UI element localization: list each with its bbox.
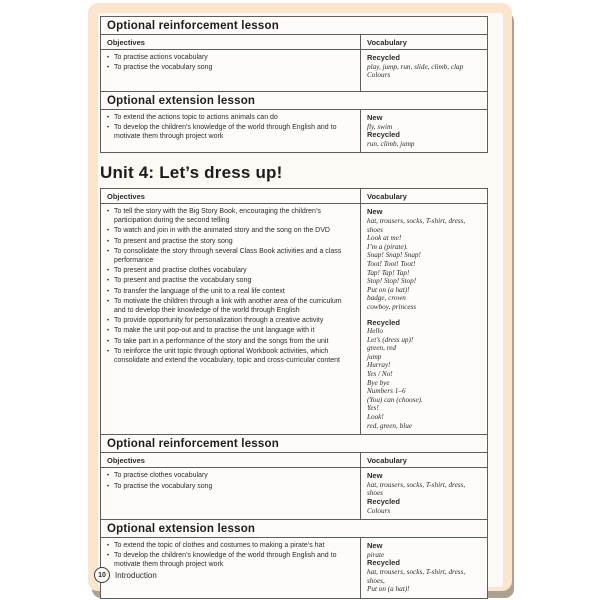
objective-text: To develop the children’s knowledge of the world through English and to motivate them through project work	[114, 124, 337, 141]
objective-item	[107, 472, 354, 481]
vocab-item: Colours	[367, 506, 391, 515]
bullet-icon: •	[107, 483, 110, 490]
objective-item	[107, 227, 354, 236]
objective-item	[107, 327, 354, 336]
objective-text: To practise the vocabulary song	[114, 64, 213, 72]
scanned-page	[88, 3, 512, 594]
vocab-item: Recycled	[367, 130, 400, 140]
column-header-row	[101, 189, 487, 203]
page-surface	[98, 13, 503, 594]
objectives-column-header: Objectives	[101, 189, 361, 203]
objective-text: To extend the actions topic to actions animals can do	[114, 114, 278, 121]
vocab-item: Put on (a hat)!	[367, 285, 410, 294]
bullet-icon: •	[107, 278, 110, 285]
vocab-item: Stop! Stop! Stop!	[367, 277, 417, 286]
bullet-icon: •	[107, 553, 110, 560]
objective-item	[107, 288, 354, 297]
unit-lesson-table	[100, 188, 488, 598]
objective-text: To reinforce the unit topic through optional Workbook activities, which consolidate and extend the vocabulary, topic and cross-curricular content	[114, 348, 340, 364]
vocabulary-cell	[361, 538, 487, 598]
vocab-item: Numbers 1–6	[367, 387, 406, 396]
bullet-icon: •	[107, 55, 110, 61]
vocab-item: run, climb, jump	[367, 139, 415, 148]
objective-text: To watch and join in with the animated story and the song on the DVD	[114, 227, 330, 235]
objective-item	[107, 54, 354, 63]
objective-text: To present and practise clothes vocabulary	[114, 267, 247, 275]
bullet-icon: •	[107, 268, 110, 275]
bullet-icon: •	[107, 328, 110, 335]
vocab-item: Toot! Toot! Toot!	[367, 259, 416, 268]
lesson-row	[101, 109, 487, 152]
section-heading-reinforcement: Optional reinforcement lesson	[101, 434, 487, 452]
vocabulary-cell	[361, 110, 487, 152]
objective-text: To take part in a performance of the story and the songs from the unit	[114, 337, 329, 345]
objective-text: To practise the vocabulary song	[114, 482, 213, 490]
vocab-item: jump	[367, 352, 382, 361]
lesson-row	[101, 537, 487, 598]
vocab-item: hat, trousers, socks, T-shirt, dress, shoes,	[367, 567, 466, 585]
objective-item	[107, 277, 354, 286]
objective-item	[107, 317, 354, 326]
column-header-row	[101, 452, 487, 467]
vocab-item: red, green, blue	[367, 421, 412, 430]
bullet-icon: •	[107, 228, 110, 235]
objectives-column-header: Objectives	[101, 453, 361, 467]
vocabulary-cell	[361, 468, 487, 519]
bullet-icon: •	[107, 249, 110, 256]
page-footer	[94, 567, 157, 583]
objective-item	[107, 298, 354, 316]
vocab-item: Recycled	[367, 558, 400, 568]
lesson-row	[101, 467, 487, 519]
objective-text: To make the unit pop-out and to practise the unit language with it	[114, 327, 315, 335]
objective-text: To motivate the children through a link with another area of the curriculum and to develop their knowledge of the world through English	[114, 298, 342, 314]
objective-item	[107, 64, 354, 73]
bullet-icon: •	[107, 349, 110, 356]
unit-main-row	[101, 203, 487, 434]
bullet-icon: •	[107, 288, 110, 295]
objective-text: To extend the topic of clothes and costumes to making a pirate’s hat	[114, 542, 325, 550]
vocab-item: Hurray!	[367, 361, 391, 370]
bullet-icon: •	[107, 238, 110, 245]
objective-item	[107, 208, 354, 226]
vocabulary-column-header: Vocabulary	[367, 192, 407, 202]
vocab-item: Yes / No!	[367, 370, 393, 379]
vocab-item: Snap! Snap! Snap!	[367, 251, 421, 260]
vocab-item: hat, trousers, socks, T-shirt, dress, shoes	[367, 480, 466, 498]
objective-text: To develop the children’s knowledge of the world through English and to motivate them through project work	[114, 552, 337, 569]
vocab-item: Let’s (dress up)!	[367, 335, 414, 344]
section-heading-extension: Optional extension lesson	[101, 519, 487, 537]
vocab-item: Tap! Tap! Tap!	[367, 268, 410, 277]
page-number-badge: 10	[94, 567, 110, 583]
vocab-item: fly, swim	[367, 122, 393, 131]
objective-item	[107, 483, 354, 492]
footer-label: Introduction	[115, 570, 157, 580]
objective-item	[107, 542, 354, 551]
bullet-icon: •	[107, 318, 110, 325]
objective-item	[107, 348, 354, 366]
vocabulary-cell	[361, 50, 487, 91]
vocab-item: New	[367, 541, 383, 551]
objectives-cell	[101, 468, 361, 519]
vocab-item: Yes!	[367, 404, 379, 413]
objective-text: To practise actions vocabulary	[114, 54, 208, 61]
objective-text: To present and practise the vocabulary song	[114, 277, 252, 285]
vocab-item: Recycled	[367, 53, 400, 62]
bullet-icon: •	[107, 209, 110, 216]
bullet-icon: •	[107, 473, 110, 480]
vocab-item: New	[367, 207, 383, 217]
vocab-item: play, jump, run, slide, climb, clap	[367, 62, 464, 71]
objective-item	[107, 238, 354, 247]
bullet-icon: •	[107, 338, 110, 345]
vocab-item: New	[367, 113, 383, 122]
lesson-row	[101, 49, 487, 91]
objective-item	[107, 248, 354, 266]
objective-text: To present and practise the story song	[114, 237, 233, 245]
bullet-icon: •	[107, 543, 110, 550]
page-content	[100, 16, 488, 599]
objective-text: To consolidate the story through several Class Book activities and a class performance	[114, 248, 342, 264]
bullet-icon: •	[107, 125, 110, 132]
column-header-row	[101, 34, 487, 49]
vocab-item: badge, crown	[367, 294, 406, 303]
vocab-item: New	[367, 471, 383, 481]
top-lesson-table	[100, 16, 488, 153]
section-heading-reinforcement: Optional reinforcement lesson	[107, 20, 279, 32]
objectives-cell	[101, 50, 361, 91]
vocab-item: I’m a (pirate).	[367, 242, 408, 251]
vocab-item: Bye bye	[367, 378, 390, 387]
bullet-icon: •	[107, 65, 110, 72]
vocab-item: pirate	[367, 550, 385, 559]
bullet-icon: •	[107, 115, 110, 121]
objectives-cell	[101, 204, 361, 434]
objective-text: To provide opportunity for personalization through a creative activity	[114, 317, 324, 325]
objective-item	[107, 114, 354, 123]
vocab-item: (You) can (choose).	[367, 395, 423, 404]
bullet-icon: •	[107, 299, 110, 306]
vocab-item: Look at me!	[367, 234, 402, 243]
vocab-item: Put on (a hat)!	[367, 585, 410, 594]
vocabulary-column-header: Vocabulary	[367, 456, 407, 466]
objectives-column-header: Objectives	[101, 35, 361, 49]
vocab-item: cowboy, princess	[367, 302, 417, 311]
vocab-item: Hello	[367, 327, 383, 336]
vocab-item: green, red	[367, 344, 397, 353]
vocab-item: Recycled	[367, 497, 400, 506]
objective-item	[107, 338, 354, 347]
objective-item	[107, 124, 354, 142]
vocab-item: hat, trousers, socks, T-shirt, dress, shoes	[367, 216, 466, 234]
vocab-item: Recycled	[367, 317, 400, 327]
objectives-cell	[101, 110, 361, 152]
unit-title: Unit 4: Let’s dress up!	[100, 163, 283, 183]
vocab-item: Look!	[367, 413, 384, 422]
vocabulary-column-header: Vocabulary	[367, 38, 407, 47]
objective-text: To practise clothes vocabulary	[114, 472, 208, 480]
objective-text: To tell the story with the Big Story Book, encouraging the children’s participation during the second telling	[114, 208, 321, 225]
objective-text: To transfer the language of the unit to a real life context	[114, 287, 285, 295]
vocabulary-cell	[361, 204, 487, 434]
section-heading-extension: Optional extension lesson	[101, 91, 487, 109]
objective-item	[107, 267, 354, 276]
vocab-item: Colours	[367, 71, 391, 80]
